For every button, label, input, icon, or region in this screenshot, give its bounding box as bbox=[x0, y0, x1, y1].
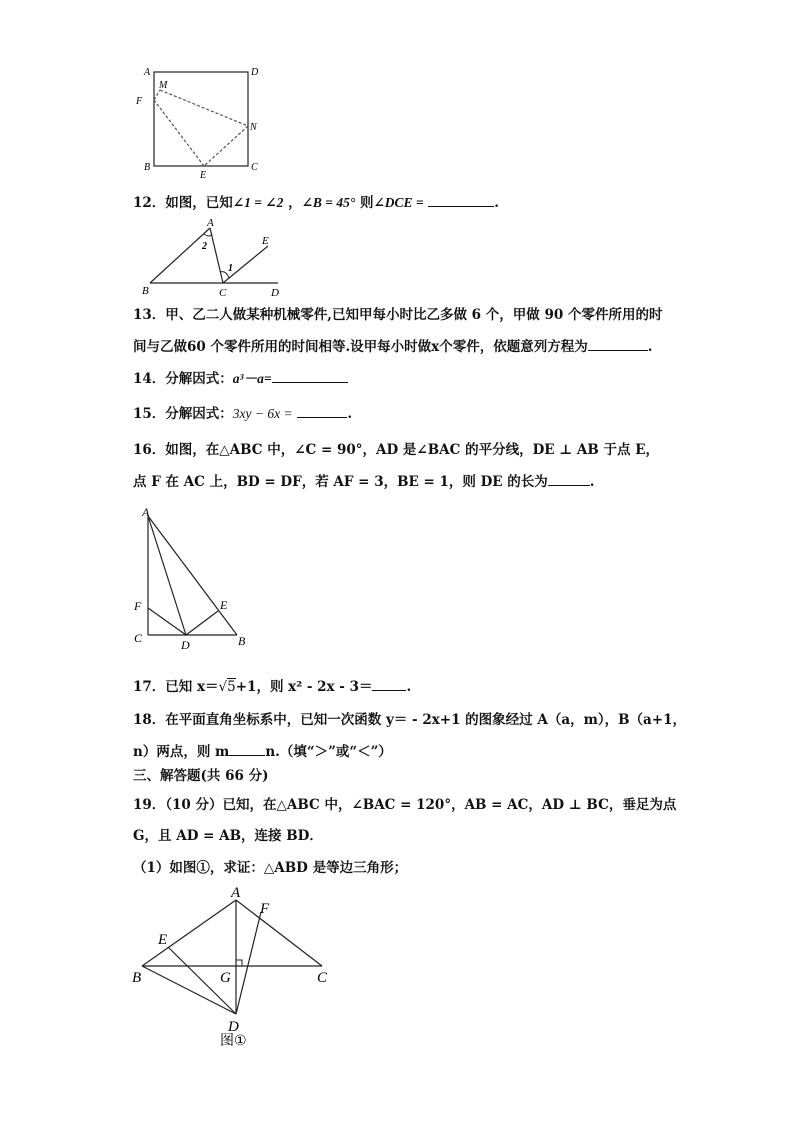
segment-ba bbox=[150, 228, 210, 283]
figure-16-triangle bbox=[130, 502, 260, 652]
q12-answer-blank[interactable] bbox=[428, 192, 494, 207]
segment-ad bbox=[148, 516, 186, 635]
angle-mark-2 bbox=[204, 234, 212, 236]
q12-text-a: 如图，已知 bbox=[165, 195, 233, 211]
question-14 bbox=[133, 368, 348, 389]
q18-text-b: n.（填“＞”或“＜”） bbox=[265, 744, 392, 760]
dashed-fm bbox=[154, 90, 160, 100]
label-c: C bbox=[219, 287, 227, 298]
q12-sep: ， bbox=[288, 195, 302, 211]
figure-12-angles bbox=[140, 216, 290, 298]
label-d: D bbox=[228, 1019, 239, 1035]
label-b: B bbox=[132, 970, 142, 986]
q13-text: 间与乙做60 个零件所用的时间相等.设甲每小时做x个零件，依题意列方程为 bbox=[133, 339, 588, 355]
question-13-line-2 bbox=[133, 336, 652, 357]
q17-text: 17．已知 x＝ bbox=[133, 679, 219, 695]
label-c: C bbox=[251, 162, 258, 173]
figure-caption: 图① bbox=[220, 1033, 247, 1049]
question-18-line-2 bbox=[133, 741, 392, 762]
label-e: E bbox=[200, 170, 207, 180]
q15-expression: 3xy − 6x = bbox=[232, 406, 293, 421]
square-abcd bbox=[154, 72, 248, 166]
question-16-line-1: 16．如图，在△ABC 中，∠C = 90°，AD 是∠BAC 的平分线，DE ⊥ AB 于点 E， bbox=[133, 442, 660, 458]
label-e: E bbox=[262, 235, 269, 247]
figure-19-triangle bbox=[128, 880, 338, 1050]
label-e: E bbox=[220, 598, 228, 612]
figure-11-square bbox=[130, 62, 270, 180]
question-12 bbox=[133, 192, 499, 213]
label-b: B bbox=[144, 162, 151, 173]
label-a: A bbox=[231, 885, 241, 901]
q17-radicand: 5 bbox=[227, 679, 236, 695]
label-c: C bbox=[317, 970, 328, 986]
question-13-line-1: 13．甲、乙二人做某种机械零件,已知甲每小时比乙多做 6 个，甲做 90 个零件所用的时 bbox=[133, 307, 663, 323]
q12-end: . bbox=[494, 195, 499, 211]
q16-end: . bbox=[589, 474, 595, 490]
label-d: D bbox=[251, 67, 259, 78]
label-d: D bbox=[271, 287, 279, 298]
label-1: 1 bbox=[228, 263, 233, 274]
dashed-ef bbox=[154, 100, 204, 166]
q16-text: 点 F 在 AC 上，BD = DF，若 AF = 3，BE = 1，则 DE 的长为 bbox=[133, 474, 548, 490]
segment-fd bbox=[148, 608, 186, 635]
label-n: N bbox=[250, 122, 257, 133]
label-c: C bbox=[134, 631, 143, 645]
q17-answer-blank[interactable] bbox=[372, 676, 406, 691]
segment-fd bbox=[236, 912, 261, 1014]
sqrt-symbol: √ bbox=[218, 679, 228, 695]
q14-expression: a³－a= bbox=[232, 371, 272, 386]
label-f: F bbox=[260, 901, 270, 917]
label-a: A bbox=[207, 217, 214, 229]
question-15 bbox=[133, 403, 352, 424]
q12-text-b: 则 bbox=[359, 195, 374, 211]
question-19-line-1: 19．（10 分）已知，在△ABC 中，∠BAC = 120°，AB = AC，AD ⊥ BC，垂足为点 bbox=[133, 797, 677, 813]
segment-ac bbox=[236, 900, 322, 966]
label-f: F bbox=[136, 96, 143, 107]
label-b: B bbox=[142, 285, 149, 297]
question-17 bbox=[133, 676, 411, 697]
dashed-ne bbox=[204, 126, 248, 166]
q12-condition: ∠1 = ∠2 bbox=[232, 195, 284, 210]
q14-text: 14．分解因式： bbox=[133, 371, 233, 387]
label-f: F bbox=[134, 599, 142, 613]
label-m: M bbox=[159, 80, 168, 91]
q18-text-a: n）两点，则 m bbox=[133, 744, 230, 760]
label-e: E bbox=[158, 932, 168, 948]
q12-target: ∠DCE = bbox=[373, 195, 424, 210]
q12-condition-2: ∠B = 45° bbox=[301, 195, 356, 210]
q17-end: . bbox=[406, 679, 412, 695]
segment-ab bbox=[142, 900, 236, 966]
label-a: A bbox=[142, 505, 150, 519]
q13-answer-blank[interactable] bbox=[588, 336, 648, 351]
q16-answer-blank[interactable] bbox=[548, 471, 590, 486]
dashed-mn bbox=[160, 90, 248, 126]
label-g: G bbox=[220, 970, 231, 986]
q15-text: 15．分解因式： bbox=[133, 406, 233, 422]
q14-answer-blank[interactable] bbox=[272, 368, 348, 383]
right-angle-mark bbox=[236, 960, 242, 966]
question-18-line-1: 18．在平面直角坐标系中，已知一次函数 y＝ - 2x+1 的图象经过 A（a，m），B（a+1， bbox=[133, 712, 686, 728]
label-d: D bbox=[181, 638, 190, 652]
q17-rest: +1，则 x² - 2x - 3＝ bbox=[235, 679, 373, 695]
q12-number: 12． bbox=[133, 195, 166, 211]
q15-answer-blank[interactable] bbox=[297, 403, 347, 418]
label-a: A bbox=[144, 67, 151, 78]
question-16-line-2 bbox=[133, 471, 595, 492]
segment-de bbox=[186, 611, 218, 635]
section-heading: 三、解答题(共 66 分) bbox=[133, 768, 269, 784]
q13-end: . bbox=[647, 339, 653, 355]
q15-end: . bbox=[347, 406, 353, 422]
question-19-part-1: （1）如图①，求证：△ABD 是等边三角形； bbox=[133, 860, 408, 876]
question-19-line-2: G，且 AD = AB，连接 BD． bbox=[133, 828, 323, 844]
label-2: 2 bbox=[202, 241, 207, 252]
label-b: B bbox=[238, 634, 246, 648]
q18-answer-blank[interactable] bbox=[229, 741, 265, 756]
segment-ac bbox=[210, 228, 223, 283]
